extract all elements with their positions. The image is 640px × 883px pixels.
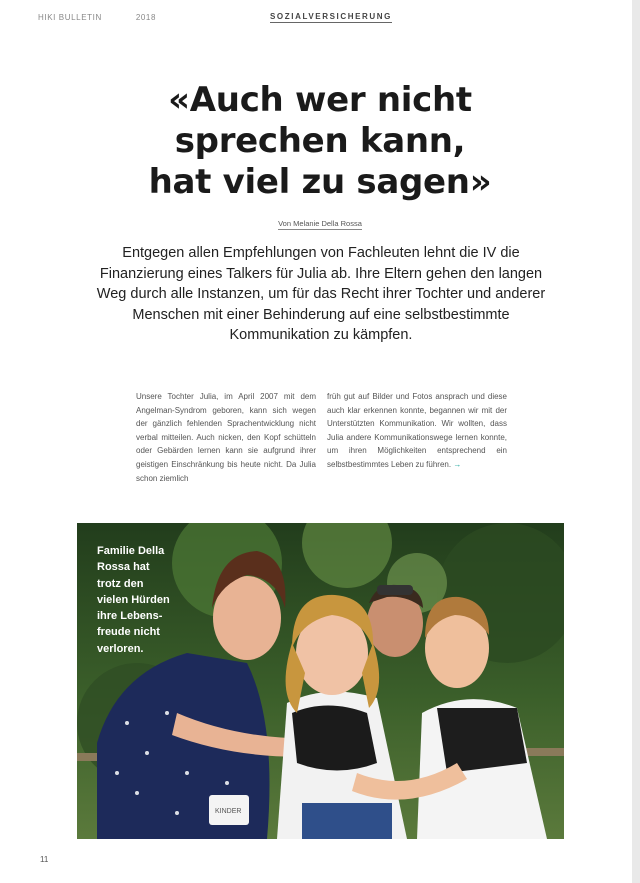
page-number: 11 — [40, 855, 49, 864]
caption-line: trotz den — [97, 577, 144, 590]
body-column-1: Unsere Tochter Julia, im April 2007 mit dem Angelman-Syndrom geboren, kann sich wegen der gänzlich fehlenden Sprachentwicklung nicht verbal mitteilen. Auch nicken, den Kopf schütteln oder Gebärden lernen kann sie aufgrund ihrer geistigen Einschränkung bis heute nicht. Da Julia schon ziemlich — [136, 392, 316, 483]
caption-line: ihre Lebens- — [97, 610, 163, 623]
article-title — [60, 80, 580, 203]
lead-paragraph: Entgegen allen Empfehlungen von Fachleuten lehnt die IV die Finanzierung eines Talkers für Julia ab. Ihre Eltern gehen den langen Weg durch alle Instanzen, um für das Recht ihrer Tochter und anderer Menschen mit einer Behinderung auf eine selbstbestimmte Kommunikation zu kämpfen. — [96, 245, 546, 343]
name-badge: KINDER — [215, 808, 242, 815]
caption-line: Rossa hat — [97, 561, 150, 574]
photo-caption — [97, 543, 187, 657]
byline — [0, 219, 640, 228]
running-header — [38, 13, 190, 22]
continue-arrow-icon: → — [453, 459, 462, 469]
publication-year: 2018 — [135, 13, 157, 22]
body-column-2 — [327, 390, 507, 472]
body-column-2-text: früh gut auf Bilder und Fotos ansprach und diese auch klar erkennen konnte, begannen wir mit der Unterstützten Kommunikation. Wir wollten, dass Julia andere Kommunikationswege lernen konnte, um ihren Möglichkeiten entsprechend ein selbstbestimmtes Leben zu führen. — [327, 392, 507, 469]
caption-line: vielen Hürden — [97, 593, 170, 606]
publication-name: HIKI BULLETIN — [38, 13, 102, 22]
section-label: SOZIALVERSICHERUNG — [270, 12, 392, 21]
caption-line: verloren. — [97, 642, 144, 655]
caption-line: freude nicht — [97, 626, 160, 639]
title-line: hat viel zu sagen» — [148, 162, 492, 202]
title-line: sprechen kann, — [174, 121, 466, 161]
family-photo — [77, 523, 564, 839]
author-link: Von Melanie Della Rossa — [278, 219, 362, 228]
caption-line: Familie Della — [97, 545, 165, 557]
title-line: «Auch wer nicht — [168, 80, 472, 120]
